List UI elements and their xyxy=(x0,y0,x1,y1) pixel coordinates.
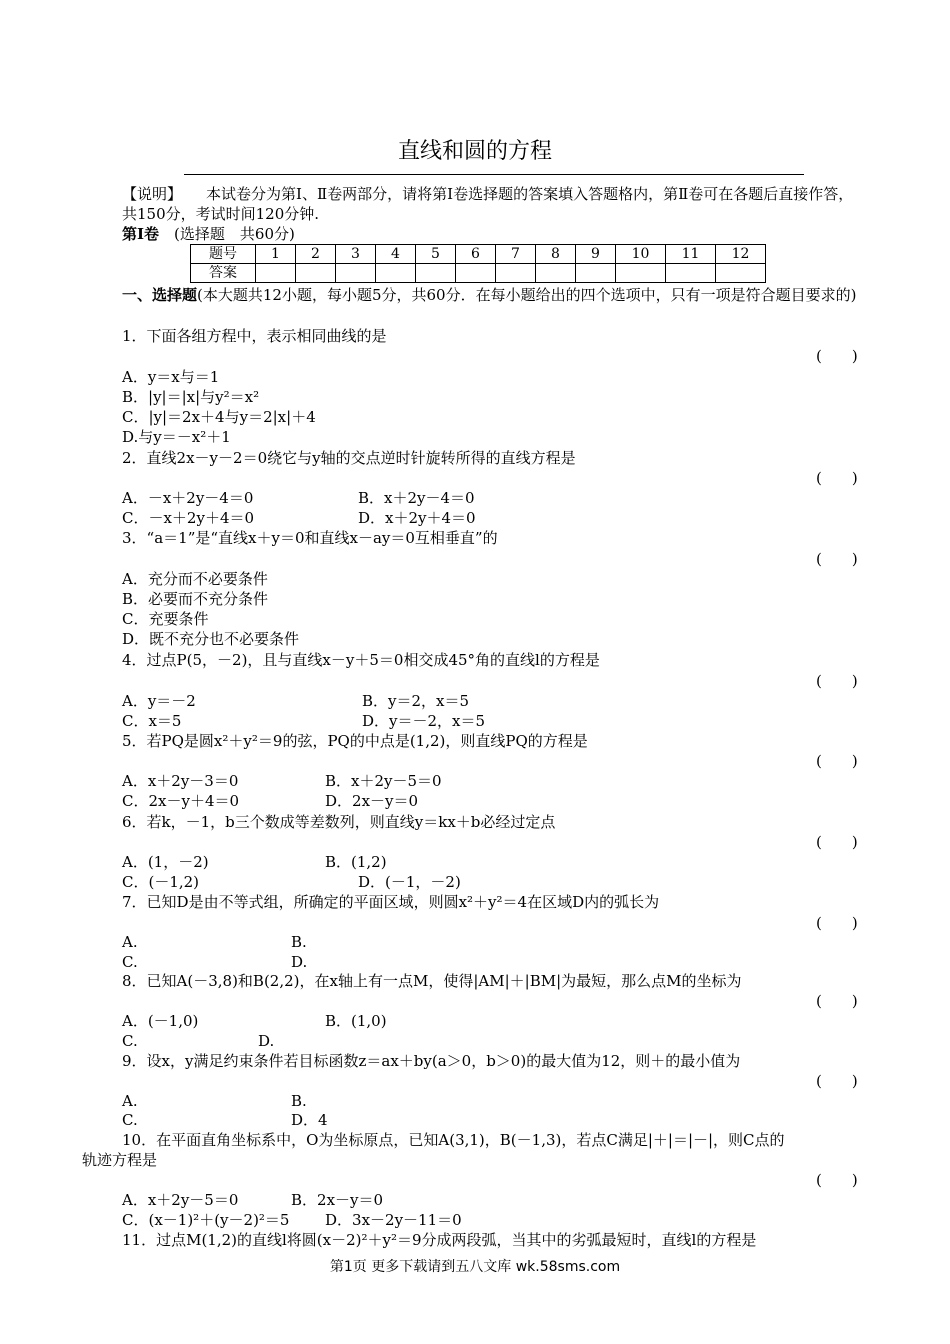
table-number: 8 xyxy=(536,245,576,264)
option-c: C．(x－1)²＋(y－2)²＝5 xyxy=(122,1211,290,1229)
option-c: C．2x－y＋4＝0 xyxy=(122,792,240,810)
notice-text: 本试卷分为第Ⅰ、Ⅱ卷两部分，请将第Ⅰ卷选择题的答案填入答题格内，第Ⅱ卷可在各题后直接作答，共150分，考试时间120分钟. xyxy=(122,185,854,223)
answer-cell[interactable] xyxy=(256,264,296,283)
option-b: B. xyxy=(291,933,307,951)
option-a: A．y＝－2 xyxy=(122,692,196,710)
option-d: D．2x－y＝0 xyxy=(325,792,419,810)
option-c: C．|y|＝2x＋4与y＝2|x|＋4 xyxy=(122,408,316,426)
answer-bracket: ( ) xyxy=(816,347,858,365)
table-header-answer: 答案 xyxy=(191,264,256,283)
option-a: A．y＝x与＝1 xyxy=(122,368,220,386)
option-c: C．(－1,2) xyxy=(122,873,200,891)
answer-bracket: ( ) xyxy=(816,469,858,487)
option-c: C．－x＋2y＋4＝0 xyxy=(122,509,255,527)
page-footer: 第1页 更多下载请到五八文库 wk.58sms.com xyxy=(329,1259,621,1275)
option-a: A. xyxy=(122,1092,138,1110)
option-b: B．必要而不充分条件 xyxy=(122,590,269,608)
option-a: A．－x＋2y－4＝0 xyxy=(122,489,254,507)
answer-cell[interactable] xyxy=(456,264,496,283)
answer-cell[interactable] xyxy=(616,264,666,283)
question-stem: 11．过点M(1,2)的直线l将圆(x－2)²＋y²＝9分成两段弧，当其中的劣弧最短时，直线l的方程是 xyxy=(122,1231,757,1249)
option-d: D.与y＝－x²＋1 xyxy=(122,428,231,446)
section1-text: (本大题共12小题，每小题5分，共60分．在每小题给出的四个选项中，只有一项是符合题目要求的) xyxy=(197,286,857,304)
table-number: 10 xyxy=(616,245,666,264)
answer-bracket: ( ) xyxy=(816,1072,858,1090)
table-number: 1 xyxy=(256,245,296,264)
option-a: A．x＋2y－3＝0 xyxy=(122,772,239,790)
answer-bracket: ( ) xyxy=(816,1171,858,1189)
answer-cell[interactable] xyxy=(416,264,456,283)
question-stem: 1．下面各组方程中，表示相同曲线的是 xyxy=(122,327,387,345)
answer-bracket: ( ) xyxy=(816,752,858,770)
table-number: 11 xyxy=(666,245,716,264)
option-b: B．2x－y＝0 xyxy=(291,1191,384,1209)
answer-cell[interactable] xyxy=(716,264,766,283)
table-number: 12 xyxy=(716,245,766,264)
answer-cell[interactable] xyxy=(296,264,336,283)
notice xyxy=(122,184,862,224)
question-stem: 2．直线2x－y－2＝0绕它与y轴的交点逆时针旋转所得的直线方程是 xyxy=(122,449,576,467)
option-a: A．x＋2y－5＝0 xyxy=(122,1191,239,1209)
option-b: B．(1,2) xyxy=(325,853,387,871)
option-d: D．既不充分也不必要条件 xyxy=(122,630,300,648)
table-number: 7 xyxy=(496,245,536,264)
option-a: A．(1，－2) xyxy=(122,853,209,871)
option-d: D．(－1，－2) xyxy=(358,873,461,891)
option-b: B. xyxy=(291,1092,307,1110)
option-d: D．y＝－2，x＝5 xyxy=(362,712,486,730)
option-a: A．(－1,0) xyxy=(122,1012,199,1030)
section1-heading: 一、选择题 xyxy=(122,286,198,304)
question-stem: 9．设x，y满足约束条件若目标函数z＝ax＋by(a＞0，b＞0)的最大值为12，则＋的最小值为 xyxy=(122,1052,741,1070)
table-number: 2 xyxy=(296,245,336,264)
option-b: B．|y|＝|x|与y²＝x² xyxy=(122,388,260,406)
answer-cell[interactable] xyxy=(536,264,576,283)
answer-bracket: ( ) xyxy=(816,914,858,932)
option-c: C. xyxy=(122,953,138,971)
answer-bracket: ( ) xyxy=(816,672,858,690)
option-d: D. xyxy=(291,953,308,971)
notice-label: 【说明】 xyxy=(122,185,183,203)
answer-bracket: ( ) xyxy=(816,833,858,851)
option-c: C．充要条件 xyxy=(122,610,209,628)
question-stem-continued: 轨迹方程是 xyxy=(82,1151,158,1169)
part1-heading xyxy=(122,224,295,244)
option-d: D．3x－2y－11＝0 xyxy=(325,1211,462,1229)
page-title: 直线和圆的方程 xyxy=(397,139,552,164)
table-number: 5 xyxy=(416,245,456,264)
option-c: C. xyxy=(122,1111,138,1129)
answer-bracket: ( ) xyxy=(816,992,858,1010)
option-b: B．y＝2，x＝5 xyxy=(362,692,470,710)
question-stem: 5．若PQ是圆x²＋y²＝9的弦，PQ的中点是(1,2)，则直线PQ的方程是 xyxy=(122,732,588,750)
question-stem: 8．已知A(－3,8)和B(2,2)，在x轴上有一点M，使得|AM|＋|BM|为最短，那么点M的坐标为 xyxy=(122,972,742,990)
answer-cell[interactable] xyxy=(496,264,536,283)
section1-instructions xyxy=(122,285,862,305)
option-a: A. xyxy=(122,933,138,951)
option-b: B．x＋2y－5＝0 xyxy=(325,772,442,790)
answer-table-number-row xyxy=(191,245,766,264)
table-number: 6 xyxy=(456,245,496,264)
part1-note: (选择题 共60分) xyxy=(174,225,295,243)
answer-table-answer-row xyxy=(191,264,766,283)
option-b: B．x＋2y－4＝0 xyxy=(358,489,475,507)
question-stem: 4．过点P(5，－2)，且与直线x－y＋5＝0相交成45°角的直线l的方程是 xyxy=(122,651,600,669)
table-header-number: 题号 xyxy=(191,245,256,264)
option-c: C. xyxy=(122,1032,138,1050)
answer-cell[interactable] xyxy=(576,264,616,283)
question-stem: 10．在平面直角坐标系中，O为坐标原点，已知A(3,1)，B(－1,3)，若点C满足|＋|＝|－|，则C点的 xyxy=(122,1131,785,1149)
option-d: D. xyxy=(258,1032,275,1050)
option-c: C．x＝5 xyxy=(122,712,182,730)
title-rule xyxy=(184,174,804,175)
answer-cell[interactable] xyxy=(376,264,416,283)
question-stem: 3．“a＝1”是“直线x＋y＝0和直线x－ay＝0互相垂直”的 xyxy=(122,529,498,547)
option-b: B．(1,0) xyxy=(325,1012,387,1030)
part1-label: 第Ⅰ卷 xyxy=(122,225,160,243)
answer-cell[interactable] xyxy=(336,264,376,283)
answer-bracket: ( ) xyxy=(816,550,858,568)
table-number: 9 xyxy=(576,245,616,264)
question-stem: 6．若k，－1，b三个数成等差数列，则直线y＝kx＋b必经过定点 xyxy=(122,813,556,831)
answer-cell[interactable] xyxy=(666,264,716,283)
answer-table xyxy=(190,244,766,283)
option-a: A．充分而不必要条件 xyxy=(122,570,268,588)
option-d: D．4 xyxy=(291,1111,328,1129)
option-d: D．x＋2y＋4＝0 xyxy=(358,509,476,527)
table-number: 4 xyxy=(376,245,416,264)
question-stem: 7．已知D是由不等式组，所确定的平面区域，则圆x²＋y²＝4在区域D内的弧长为 xyxy=(122,893,660,911)
table-number: 3 xyxy=(336,245,376,264)
